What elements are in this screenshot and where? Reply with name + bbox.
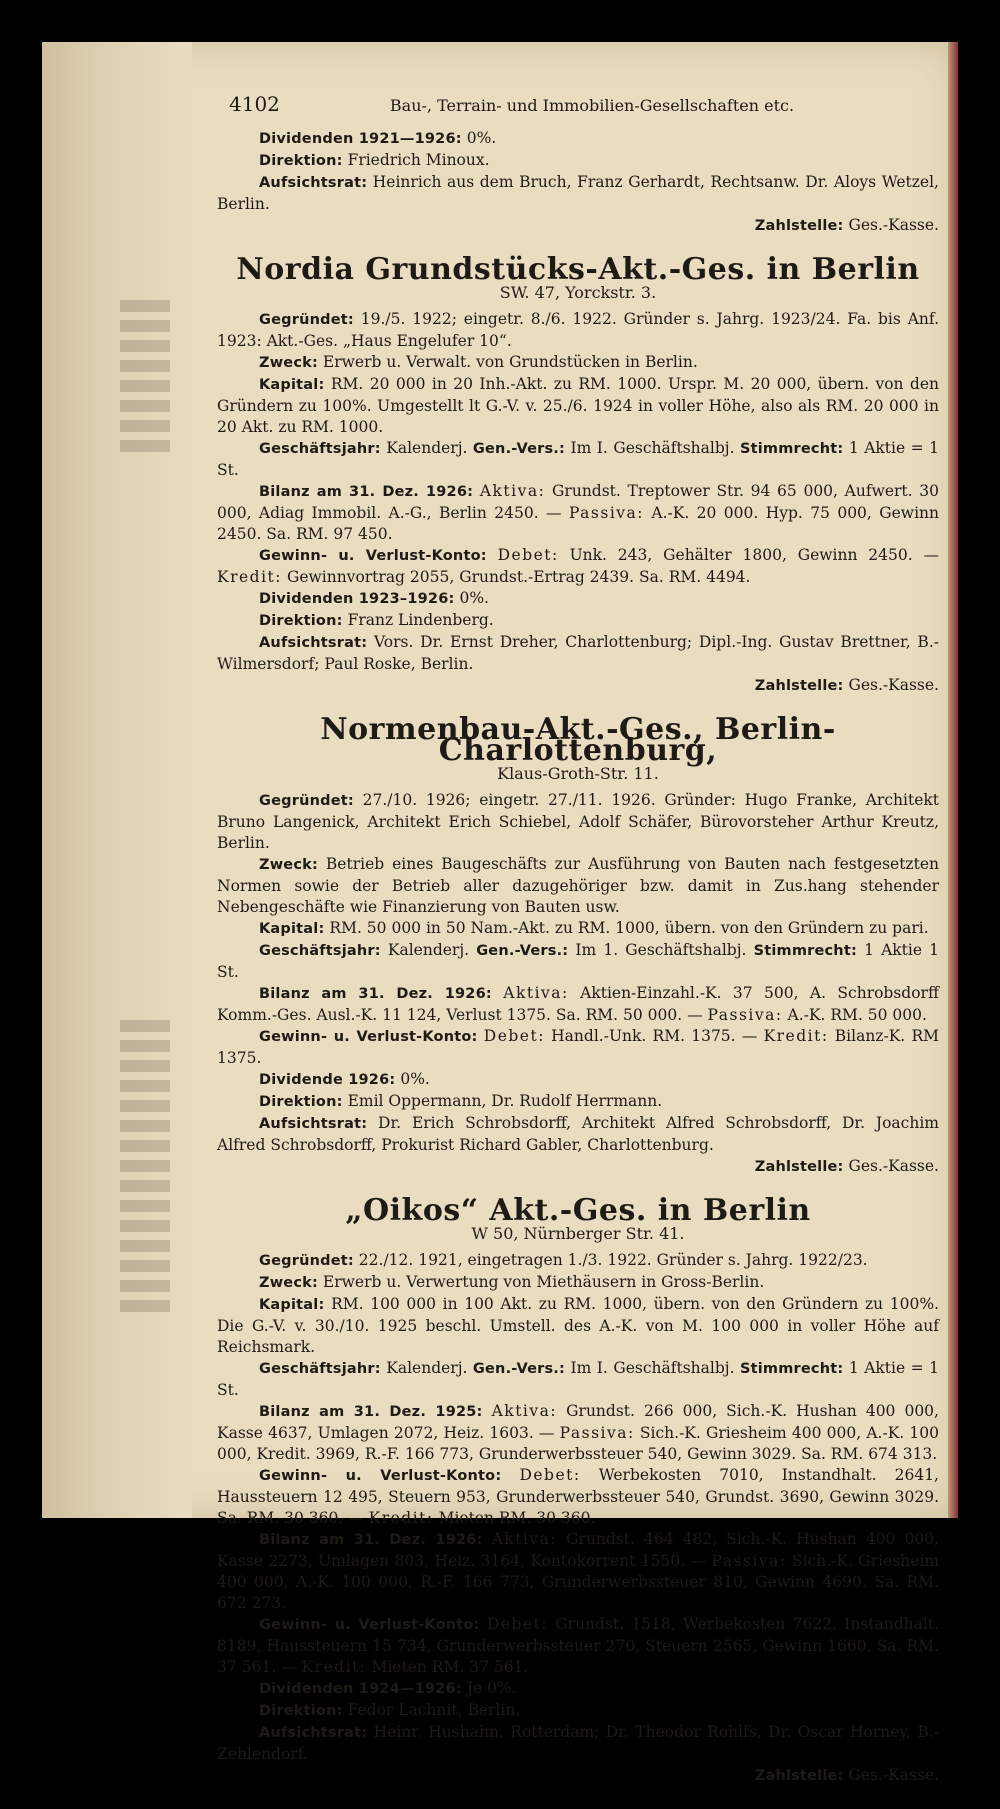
zweck-line: Zweck: Betrieb eines Baugeschäfts zur Ausführung von Bauten nach festgesetzten Normen sowie der Betrieb aller dazugehöriger bzw. damit in Zus.hang stehender Nebengeschäfte wie Finanzierung von Bauten usw.	[217, 855, 939, 916]
page-header	[217, 94, 939, 116]
company-entry-normenbau	[217, 712, 939, 1178]
aufsichtsrat-line: Aufsichtsrat: Heinrich aus dem Bruch, Franz Gerhardt, Rechtsanw. Dr. Aloys Wetzel, Berlin. Zahlstelle: Ges.-Kasse.	[217, 172, 939, 237]
bleed-through-mark	[120, 1012, 170, 1320]
gegruendet-line: Gegründet: 27./10. 1926; eingetr. 27./11. 1926. Gründer: Hugo Franke, Architekt Bruno Langenick, Architekt Erich Schiebel, Adolf Schäfer, Bürovorsteher Arthur Kreutz, Berlin.	[217, 791, 939, 852]
bilanz-1926-line: Bilanz am 31. Dez. 1926: Aktiva: Grundst. 464 482, Sich.-K. Hushan 400 000, Kasse 2273, Umlagen 803, Heiz. 3164, Kontokorrent 1550. — Passiva: Sich.-K. Griesheim 400 000, A.-K. 100 000, R.-F. 166 773, Grunderwerbssteuer 810, Gewinn 4690. Sa. RM. 672 273.	[217, 1530, 939, 1612]
zweck-line: Zweck: Erwerb u. Verwalt. von Grundstücken in Berlin.	[259, 353, 698, 371]
direktion-line: Direktion: Franz Lindenberg.	[259, 611, 494, 629]
aufsichtsrat-line: Aufsichtsrat: Vors. Dr. Ernst Dreher, Charlottenburg; Dipl.-Ing. Gustav Brettner, B.-Wilmersdorf; Paul Roske, Berlin. Zahlstelle: Ges.-Kasse.	[217, 632, 939, 697]
dividenden-line: Dividenden 1921—1926: 0%.	[259, 129, 497, 147]
page-text	[217, 94, 939, 1809]
aufsichtsrat-line: Aufsichtsrat: Heinr. Hushahn, Rotterdam; Dr. Theodor Rohlfs, Dr. Oscar Horney, B.-Zehlendorf. Zahlstelle: Ges.-Kasse.	[217, 1722, 939, 1787]
guv-1926-line: Gewinn- u. Verlust-Konto: Debet: Grundst. 1518, Werbekosten 7622, Instandhalt. 8189, Haussteuern 15 734, Grunderwerbssteuer 270, Steuern 2565, Gewinn 1660. Sa. RM. 37 561. — Kredit: Mieten RM. 37 561.	[217, 1615, 940, 1676]
guv-line: Gewinn- u. Verlust-Konto: Debet: Handl.-Unk. RM. 1375. — Kredit: Bilanz-K. RM 1375.	[217, 1027, 939, 1067]
previous-company-tail	[217, 128, 939, 237]
company-entry-nordia	[217, 252, 940, 697]
kapital-line: Kapital: RM. 50 000 in 50 Nam.-Akt. zu RM. 1000, übern. von den Gründern zu pari.	[259, 919, 929, 937]
zahlstelle: Zahlstelle: Ges.-Kasse.	[754, 1766, 939, 1784]
dividenden-line: Dividenden 1923–1926: 0%.	[259, 589, 489, 607]
bilanz-1925-line: Bilanz am 31. Dez. 1925: Aktiva: Grundst. 266 000, Sich.-K. Hushan 400 000, Kasse 4637, Umlagen 2072, Heiz. 1603. — Passiva: Sich.-K. Griesheim 400 000, A.-K. 100 000, Kredit. 3969, R.-F. 166 773, Grunderwerbssteuer 540, Gewinn 3029. Sa. RM. 674 313.	[217, 1402, 939, 1463]
company-title: Nordia Grundstücks-Akt.-Ges. in Berlin	[236, 252, 920, 287]
direktion-line: Direktion: Emil Oppermann, Dr. Rudolf Herrmann.	[259, 1092, 663, 1110]
guv-1925-line: Gewinn- u. Verlust-Konto: Debet: Werbekosten 7010, Instandhalt. 2641, Haussteuern 12 495, Steuern 953, Grunderwerbssteuer 540, Grundst. 3690, Gewinn 3029. Sa. RM. 30 360. — Kredit: Mieten RM. 30 360.	[217, 1466, 939, 1527]
company-title: Normenbau-Akt.-Ges., Berlin-Charlottenburg,	[320, 712, 836, 768]
company-title: „Oikos“ Akt.-Ges. in Berlin	[345, 1193, 811, 1228]
geschaeftsjahr-line: Geschäftsjahr: Kalenderj. Gen.-Vers.: Im 1. Geschäftshalbj. Stimmrecht: 1 Aktie 1 St.	[217, 941, 939, 981]
geschaeftsjahr-line: Geschäftsjahr: Kalenderj. Gen.-Vers.: Im I. Geschäftshalbj. Stimmrecht: 1 Aktie = 1 St.	[217, 439, 939, 479]
bilanz-line: Bilanz am 31. Dez. 1926: Aktiva: Grundst. Treptower Str. 94 65 000, Aufwert. 30 000, Adiag Immobil. A.-G., Berlin 2450. — Passiva: A.-K. 20 000. Hyp. 75 000, Gewinn 2450. Sa. RM. 97 450.	[217, 482, 939, 543]
gegruendet-line: Gegründet: 19./5. 1922; eingetr. 8./6. 1922. Gründer s. Jahrg. 1923/24. Fa. bis Anf. 1923: Akt.-Ges. „Haus Engelufer 10“.	[217, 310, 939, 350]
bleed-through-mark	[120, 292, 170, 460]
direktion-line: Direktion: Friedrich Minoux.	[259, 151, 490, 169]
dividende-line: Dividende 1926: 0%.	[259, 1070, 430, 1088]
kapital-line: Kapital: RM. 20 000 in 20 Inh.-Akt. zu RM. 1000. Urspr. M. 20 000, übern. von den Gründern zu 100%. Umgestellt lt G.-V. v. 25./6. 1924 in voller Höhe, also als RM. 20 000 in 20 Akt. zu RM. 1000.	[217, 375, 940, 436]
direktion-line: Direktion: Fedor Lachnit, Berlin.	[259, 1701, 521, 1719]
zahlstelle: Zahlstelle: Ges.-Kasse.	[754, 1157, 939, 1175]
kapital-line: Kapital: RM. 100 000 in 100 Akt. zu RM. 1000, übern. von den Gründern zu 100%. Die G.-V. v. 30./10. 1925 beschl. Umstell. des A.-K. von M. 100 000 in voller Höhe auf Reichsmark.	[217, 1295, 939, 1356]
guv-line: Gewinn- u. Verlust-Konto: Debet: Unk. 243, Gehälter 1800, Gewinn 2450. — Kredit: Gewinnvortrag 2055, Grundst.-Ertrag 2439. Sa. RM. 4494.	[217, 546, 939, 586]
aufsichtsrat-line: Aufsichtsrat: Dr. Erich Schrobsdorff, Architekt Alfred Schrobsdorff, Dr. Joachim Alfred Schrobsdorff, Prokurist Richard Gabler, Charlottenburg. Zahlstelle: Ges.-Kasse.	[217, 1113, 939, 1178]
company-entry-oikos	[217, 1193, 940, 1787]
zahlstelle: Zahlstelle: Ges.-Kasse.	[754, 676, 939, 694]
page-number: 4102	[229, 92, 280, 116]
zweck-line: Zweck: Erwerb u. Verwertung von Miethäusern in Gross-Berlin.	[259, 1273, 765, 1291]
geschaeftsjahr-line: Geschäftsjahr: Kalenderj. Gen.-Vers.: Im I. Geschäftshalbj. Stimmrecht: 1 Aktie = 1 St.	[217, 1359, 939, 1399]
running-title: Bau-, Terrain- und Immobilien-Gesellschaften etc.	[389, 96, 795, 115]
company-address: W 50, Nürnberger Str. 41.	[471, 1224, 685, 1243]
zahlstelle: Zahlstelle: Ges.-Kasse.	[754, 216, 939, 234]
company-address: Klaus-Groth-Str. 11.	[497, 764, 659, 783]
dividenden-line: Dividenden 1924—1926: Je 0%.	[259, 1679, 517, 1697]
gegruendet-line: Gegründet: 22./12. 1921, eingetragen 1./3. 1922. Gründer s. Jahrg. 1922/23.	[259, 1251, 868, 1269]
bilanz-line: Bilanz am 31. Dez. 1926: Aktiva: Aktien-Einzahl.-K. 37 500, A. Schrobsdorff Komm.-Ges. Ausl.-K. 11 124, Verlust 1375. Sa. RM. 50 000. — Passiva: A.-K. RM. 50 000.	[217, 984, 939, 1024]
company-address: SW. 47, Yorckstr. 3.	[499, 283, 657, 302]
book-spine	[948, 42, 958, 1518]
